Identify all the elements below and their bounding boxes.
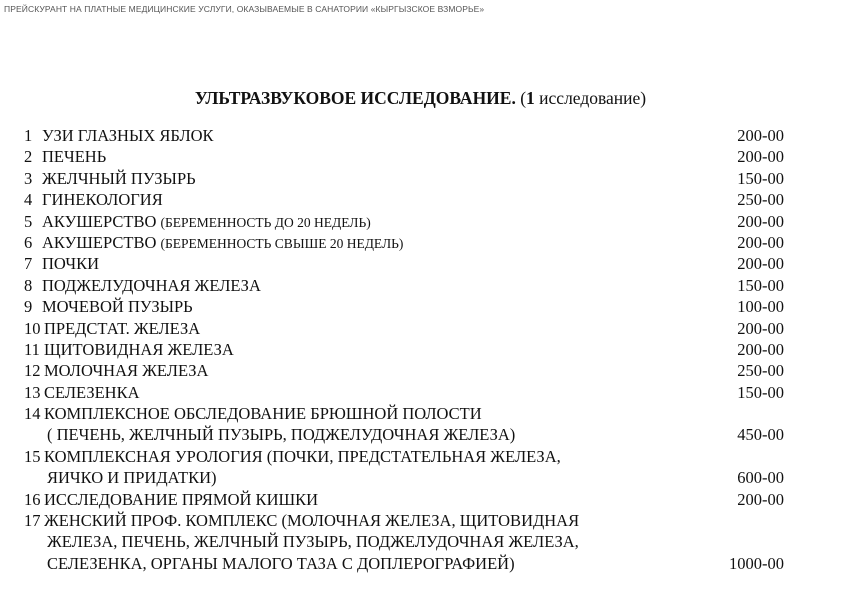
- service-price: 450-00: [737, 425, 784, 445]
- service-name-line: [44, 360, 784, 381]
- service-name-line: [44, 531, 784, 552]
- service-row: [24, 296, 784, 317]
- service-name: ИССЛЕДОВАНИЕ ПРЯМОЙ КИШКИ: [44, 489, 319, 509]
- service-name-line: [42, 211, 784, 232]
- service-name: АКУШЕРСТВО: [42, 211, 157, 231]
- service-name-line: [44, 467, 784, 488]
- service-price: 250-00: [737, 190, 784, 210]
- service-name: КОМПЛЕКСНАЯ УРОЛОГИЯ (ПОЧКИ, ПРЕДСТАТЕЛЬНАЯ ЖЕЛЕЗА,: [44, 446, 561, 466]
- service-name: МОЧЕВОЙ ПУЗЫРЬ: [42, 297, 193, 317]
- service-name: ПЕЧЕНЬ: [42, 147, 107, 167]
- service-row: [24, 146, 784, 167]
- service-name-line: [44, 553, 784, 574]
- service-name: МОЛОЧНАЯ ЖЕЛЕЗА: [44, 361, 209, 381]
- service-name: СЕЛЕЗЕНКА, ОРГАНЫ МАЛОГО ТАЗА С ДОПЛЕРОГРАФИЕЙ): [47, 553, 515, 573]
- service-name: ( ПЕЧЕНЬ, ЖЕЛЧНЫЙ ПУЗЫРЬ, ПОДЖЕЛУДОЧНАЯ ЖЕЛЕЗА): [47, 425, 516, 445]
- service-row: [24, 403, 784, 446]
- service-name-line: [42, 275, 784, 296]
- service-name: СЕЛЕЗЕНКА: [44, 382, 140, 402]
- service-price: 150-00: [737, 168, 784, 188]
- service-row: [24, 360, 784, 381]
- service-price: 200-00: [737, 232, 784, 252]
- service-price: 600-00: [737, 468, 784, 488]
- service-name-line: [44, 339, 784, 360]
- document-title: [0, 88, 841, 109]
- service-number: 12: [24, 361, 41, 381]
- page-header: ПРЕЙСКУРАНТ НА ПЛАТНЫЕ МЕДИЦИНСКИЕ УСЛУГИ, ОКАЗЫВАЕМЫЕ В САНАТОРИИ «КЫРГЫЗСКОЕ ВЗМОРЬЕ»: [4, 4, 485, 14]
- service-note: (БЕРЕМЕННОСТЬ ДО 20 НЕДЕЛЬ): [160, 214, 371, 230]
- service-row: [24, 211, 784, 232]
- service-number: 9: [24, 297, 33, 317]
- service-name-line: [44, 403, 784, 424]
- service-name-line: [44, 382, 784, 403]
- service-name: ЖЕЛЧНЫЙ ПУЗЫРЬ: [42, 168, 196, 188]
- service-name-line: [42, 232, 784, 253]
- service-price: 150-00: [737, 382, 784, 402]
- service-price: 1000-00: [729, 553, 784, 573]
- service-row: [24, 125, 784, 146]
- service-number: 6: [24, 232, 33, 252]
- service-price: 200-00: [737, 125, 784, 145]
- service-price: 200-00: [737, 318, 784, 338]
- service-name-line: [42, 296, 784, 317]
- service-number: 5: [24, 211, 33, 231]
- service-note: (БЕРЕМЕННОСТЬ СВЫШЕ 20 НЕДЕЛЬ): [160, 235, 404, 251]
- service-row: [24, 510, 784, 574]
- service-name-line: [44, 510, 784, 531]
- service-name-line: [44, 424, 784, 445]
- document-title-main: УЛЬТРАЗВУКОВОЕ ИССЛЕДОВАНИЕ.: [194, 88, 516, 108]
- service-number: 16: [24, 489, 41, 509]
- service-name-line: [44, 318, 784, 339]
- service-row: [24, 253, 784, 274]
- service-name-line: [42, 189, 784, 210]
- document-title-paren-rest: исследование): [534, 88, 647, 108]
- service-name: ЖЕНСКИЙ ПРОФ. КОМПЛЕКС (МОЛОЧНАЯ ЖЕЛЕЗА, ЩИТОВИДНАЯ: [44, 511, 580, 531]
- service-number: 10: [24, 318, 41, 338]
- service-number: 14: [24, 404, 41, 424]
- service-price-list: [24, 125, 784, 574]
- service-name-line: [44, 489, 784, 510]
- document-title-count: 1: [526, 88, 535, 108]
- service-number: 11: [24, 339, 40, 359]
- service-price: 250-00: [737, 361, 784, 381]
- service-number: 7: [24, 254, 33, 274]
- service-number: 15: [24, 446, 41, 466]
- service-number: 4: [24, 190, 33, 210]
- service-price: 200-00: [737, 211, 784, 231]
- service-price: 150-00: [737, 275, 784, 295]
- service-row: [24, 489, 784, 510]
- service-price: 200-00: [737, 254, 784, 274]
- service-name: ЩИТОВИДНАЯ ЖЕЛЕЗА: [44, 339, 234, 359]
- service-row: [24, 232, 784, 253]
- service-name-line: [44, 446, 784, 467]
- service-name: ЖЕЛЕЗА, ПЕЧЕНЬ, ЖЕЛЧНЫЙ ПУЗЫРЬ, ПОДЖЕЛУДОЧНАЯ ЖЕЛЕЗА,: [47, 532, 579, 552]
- service-number: 3: [24, 168, 33, 188]
- service-number: 17: [24, 511, 41, 531]
- document-title-paren-open: (: [520, 88, 527, 108]
- service-row: [24, 446, 784, 489]
- service-name: ПОДЖЕЛУДОЧНАЯ ЖЕЛЕЗА: [42, 275, 261, 295]
- service-price: 200-00: [737, 489, 784, 509]
- service-price: 200-00: [737, 339, 784, 359]
- service-row: [24, 189, 784, 210]
- service-name: КОМПЛЕКСНОЕ ОБСЛЕДОВАНИЕ БРЮШНОЙ ПОЛОСТИ: [44, 404, 482, 424]
- service-name-line: [42, 125, 784, 146]
- service-name: УЗИ ГЛАЗНЫХ ЯБЛОК: [42, 126, 214, 145]
- service-row: [24, 275, 784, 296]
- service-row: [24, 168, 784, 189]
- service-number: 13: [24, 382, 41, 402]
- service-number: 8: [24, 275, 33, 295]
- service-number: 2: [24, 147, 33, 167]
- service-row: [24, 318, 784, 339]
- service-name-line: [42, 168, 784, 189]
- service-row: [24, 382, 784, 403]
- service-name: ПРЕДСТАТ. ЖЕЛЕЗА: [44, 318, 201, 338]
- service-name: ПОЧКИ: [42, 254, 100, 274]
- service-row: [24, 339, 784, 360]
- service-name: ЯИЧКО И ПРИДАТКИ): [47, 468, 217, 488]
- service-name: ГИНЕКОЛОГИЯ: [42, 190, 163, 210]
- service-number: 1: [24, 126, 33, 145]
- service-price: 200-00: [737, 147, 784, 167]
- service-name-line: [42, 253, 784, 274]
- service-name: АКУШЕРСТВО: [42, 232, 157, 252]
- service-name-line: [42, 146, 784, 167]
- service-price: 100-00: [737, 297, 784, 317]
